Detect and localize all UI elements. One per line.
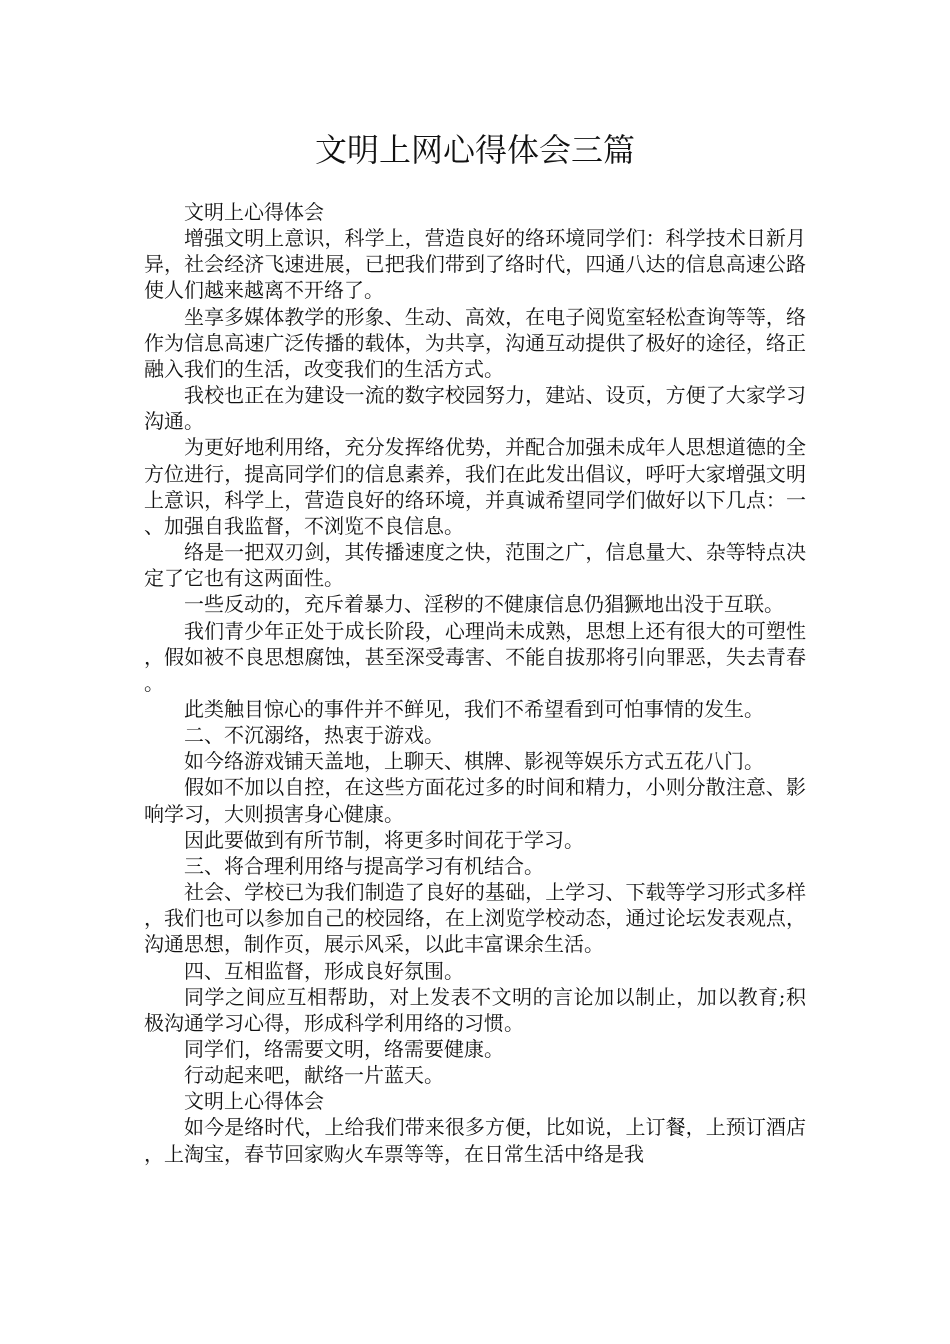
paragraph: 社会、学校已为我们制造了良好的基础，上学习、下载等学习形式多样，我们也可以参加自己的校园络，在上浏览学校动态，通过论坛发表观点，沟通思想，制作页，展示风采，以此丰富课余生活。	[144, 880, 806, 957]
paragraph: 行动起来吧，献络一片蓝天。	[184, 1063, 444, 1088]
paragraph: 因此要做到有所节制，将更多时间花于学习。	[184, 827, 584, 852]
paragraph: 假如不加以自控，在这些方面花过多的时间和精力，小则分散注意、影响学习，大则损害身心健康。	[144, 775, 806, 826]
paragraph: 我校也正在为建设一流的数字校园努力，建站、设页，方便了大家学习沟通。	[144, 383, 806, 434]
paragraph: 此类触目惊心的事件并不鲜见，我们不希望看到可怕事情的发生。	[184, 696, 764, 721]
paragraph: 坐享多媒体教学的形象、生动、高效，在电子阅览室轻松查询等等，络作为信息高速广泛传播的载体，为共享，沟通互动提供了极好的途径，络正融入我们的生活，改变我们的生活方式。	[144, 304, 806, 381]
paragraph: 二、不沉溺络，热衷于游戏。	[184, 723, 444, 748]
paragraph: 同学之间应互相帮助，对上发表不文明的言论加以制止，加以教育;积极沟通学习心得，形成科学利用络的习惯。	[144, 984, 806, 1035]
paragraph: 三、将合理利用络与提高学习有机结合。	[184, 853, 544, 878]
document-body	[144, 199, 806, 1167]
paragraph: 同学们，络需要文明，络需要健康。	[184, 1037, 504, 1061]
paragraph: 为更好地利用络，充分发挥络优势，并配合加强未成年人思想道德的全方位进行，提高同学们的信息素养，我们在此发出倡议，呼吁大家增强文明上意识，科学上，营造良好的络环境，并真诚希望同学们做好以下几点：一、加强自我监督，不浏览不良信息。	[144, 435, 806, 538]
paragraph: 文明上心得体会	[184, 1089, 324, 1114]
paragraph: 我们青少年正处于成长阶段，心理尚未成熟，思想上还有很大的可塑性，假如被不良思想腐蚀，甚至深受毒害、不能自拔那将引向罪恶，失去青春。	[144, 618, 806, 695]
paragraph: 文明上心得体会	[184, 200, 324, 224]
paragraph: 如今络游戏铺天盖地，上聊天、棋牌、影视等娱乐方式五花八门。	[184, 749, 764, 774]
paragraph: 一些反动的，充斥着暴力、淫秽的不健康信息仍猖獗地出没于互联。	[184, 592, 784, 617]
paragraph: 络是一把双刃剑，其传播速度之快，范围之广，信息量大、杂等特点决定了它也有这两面性。	[144, 540, 806, 591]
paragraph: 如今是络时代，上给我们带来很多方便，比如说，上订餐，上预订酒店，上淘宝，春节回家购火车票等等，在日常生活中络是我	[144, 1115, 806, 1166]
paragraph: 增强文明上意识，科学上，营造良好的络环境同学们：科学技术日新月异，社会经济飞速进展，已把我们带到了络时代，四通八达的信息高速公路使人们越来越离不开络了。	[144, 226, 806, 303]
document-title: 文明上网心得体会三篇	[314, 131, 635, 169]
paragraph: 四、互相监督，形成良好氛围。	[184, 958, 464, 983]
